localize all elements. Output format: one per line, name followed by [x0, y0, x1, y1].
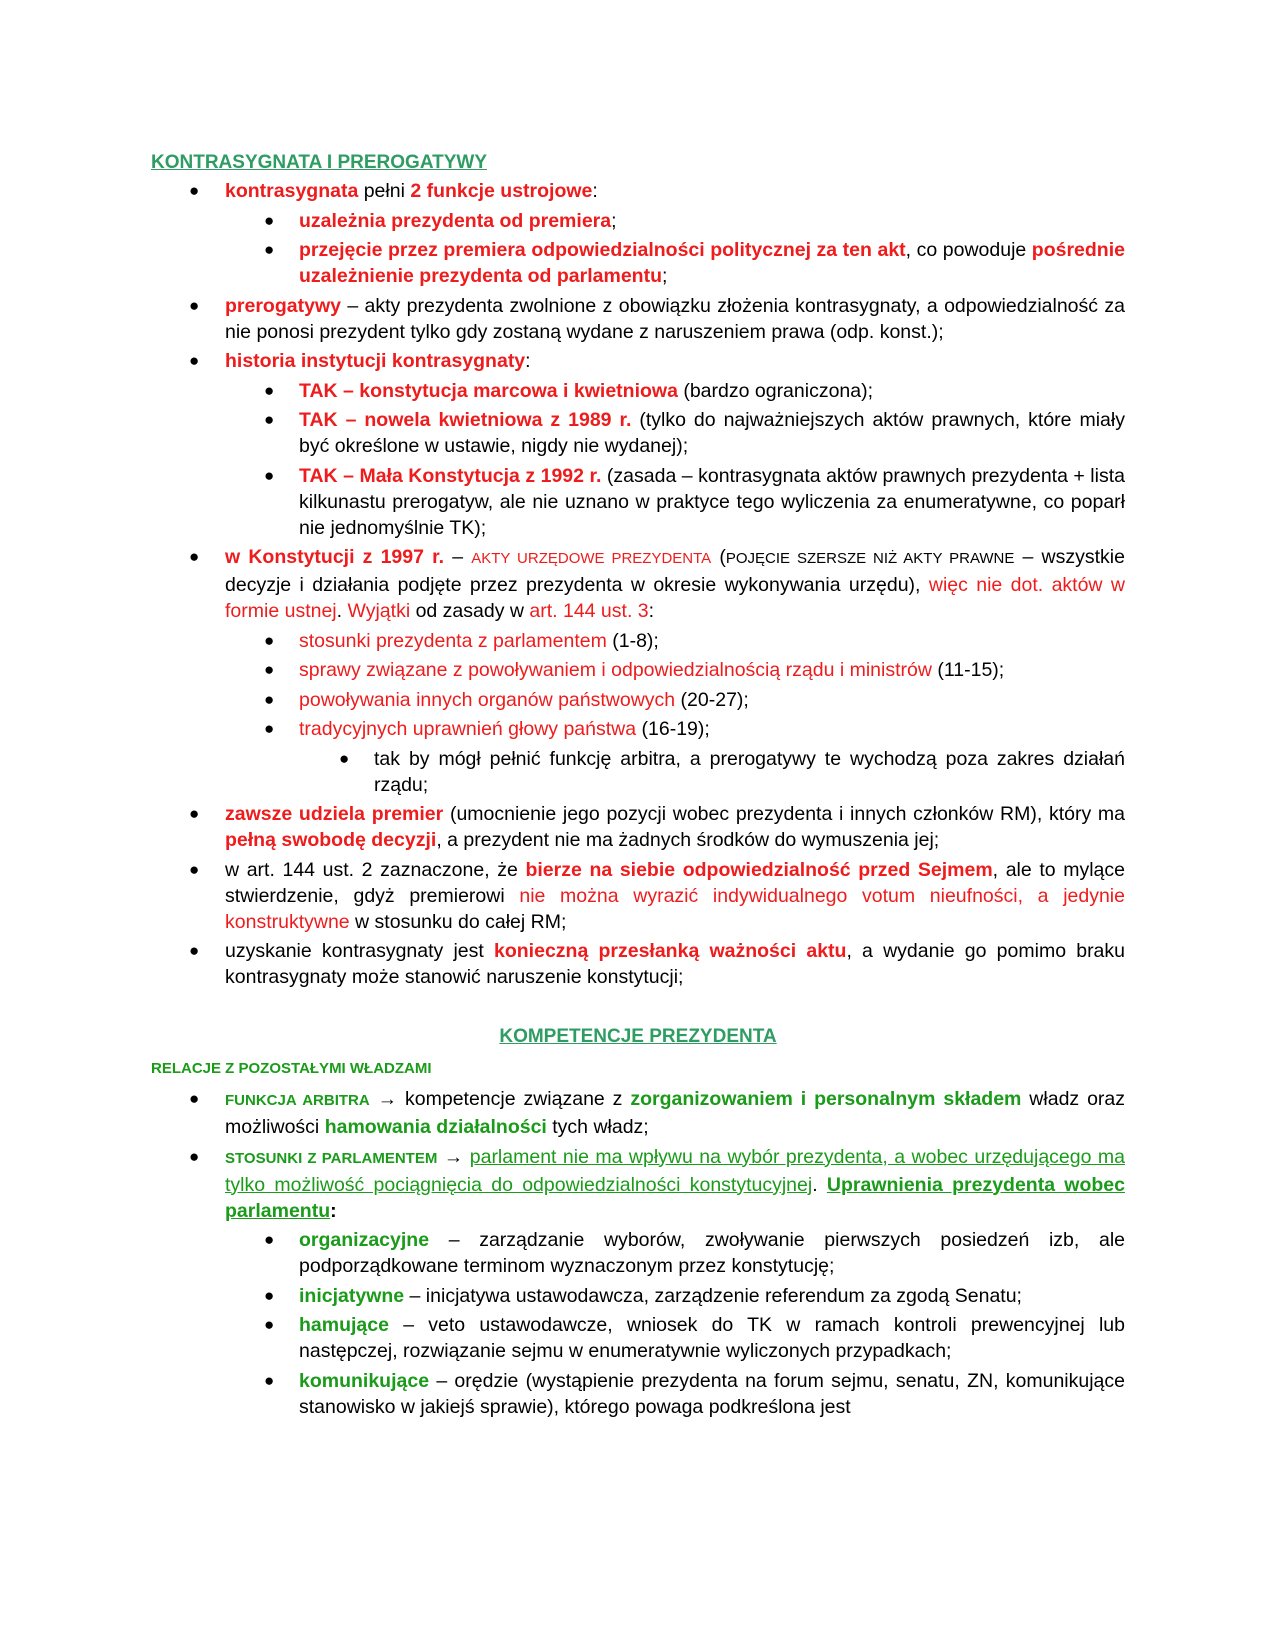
text-span: władz oraz możliwości — [225, 1088, 1125, 1138]
list-item — [151, 178, 1125, 204]
text-span: od zasady w — [410, 600, 530, 622]
text-span: kontrasygnata — [225, 180, 359, 202]
list-kontrasygnata — [151, 178, 1125, 990]
section-heading-kontrasygnata: KONTRASYGNATA I PREROGATYWY — [151, 152, 488, 173]
text-span: pośrednie uzależnienie prezydenta od parlamentu — [299, 239, 1125, 287]
list-kompetencje — [151, 1086, 1125, 1420]
text-span: – akty prezydenta zwolnione z obowiązku złożenia kontrasygnaty, a odpowiedzialność za nie ponosi prezydent tylko gdy zostaną wydane z naruszeniem prawa (odp. konst.); — [225, 294, 1125, 343]
text-span: – orędzie (wystąpienie prezydenta na forum sejmu, senatu, ZN, komunikujące stanowisko w jakiejś sprawie), którego powaga podkreślona jest — [299, 1369, 1125, 1418]
text-span: powoływania innych organów państwowych — [299, 688, 676, 711]
text-span: nie można wyrazić indywidualnego votum nieufności, a jedynie konstruktywne — [225, 884, 1125, 933]
list-item — [151, 687, 1125, 713]
text-span: FUNKCJA ARBITRA — [225, 1092, 370, 1109]
text-span: zorganizowaniem i personalnym składem — [630, 1088, 1022, 1110]
text-span: → kompetencje związane z — [369, 1088, 631, 1110]
text-span: (11-15); — [931, 659, 1005, 681]
text-span: ( — [711, 546, 726, 568]
text-span: , a prezydent nie ma żadnych środków do wymuszenia jej; — [436, 829, 940, 851]
text-span: pełni — [358, 180, 411, 202]
text-span: komunikujące — [299, 1369, 430, 1392]
list-item — [151, 1312, 1125, 1364]
text-span: (20-27); — [675, 688, 749, 711]
text-span: : — [525, 350, 531, 372]
text-span: więc nie dot. aktów w formie ustnej — [225, 574, 1125, 622]
text-span: AKTY URZĘDOWE PREZYDENTA — [471, 550, 712, 567]
text-span: hamujące — [299, 1314, 389, 1336]
text-span: (16-19); — [636, 718, 710, 740]
text-span: (zasada – kontrasygnata aktów prawnych prezydenta + lista kilkunastu prerogatyw, ale nie uznano w praktyce tego wyliczenia za enumeratywne, co poparł nie jednomyślnie TK); — [299, 464, 1125, 539]
list-item — [151, 293, 1125, 345]
text-span: TAK – Mała Konstytucja z 1992 r. — [299, 464, 602, 487]
text-span: POJĘCIE SZERSZE NIŻ AKTY PRAWNE — [725, 550, 1015, 567]
text-span: . — [336, 600, 348, 622]
text-span: pełną swobodę decyzji — [225, 829, 437, 851]
list-item — [151, 746, 1125, 798]
list-item — [151, 716, 1125, 742]
list-item — [151, 1283, 1125, 1309]
list-item — [151, 1227, 1125, 1279]
text-span: – zarządzanie wyborów, zwoływanie pierwszych posiedzeń izb, ale podporządkowane terminom wyznaczonym przez konstytucję; — [299, 1229, 1125, 1277]
text-span: – veto ustawodawcze, wniosek do TK w ramach kontroli prewencyjnej lub następczej, rozwiązanie sejmu w enumeratywnie wyliczonych przypadkach; — [299, 1314, 1125, 1362]
text-span: art. 144 ust. 3 — [529, 600, 649, 622]
text-span: zawsze udziela premier — [225, 803, 444, 825]
list-item — [151, 544, 1125, 624]
text-span: stosunki prezydenta z parlamentem — [299, 629, 607, 652]
subsection-heading: RELACJE Z POZOSTAŁYMI WŁADZAMI — [151, 1060, 432, 1077]
text-span: w stosunku do całej RM; — [349, 910, 567, 933]
text-span: parlament nie ma wpływu na wybór prezydenta, a wobec urzędującego ma tylko możliwość pociągnięcia do odpowiedzialności konstytucyjnej — [225, 1145, 1125, 1196]
text-span: STOSUNKI Z PARLAMENTEM — [225, 1149, 438, 1167]
text-span: , a wydanie go pomimo braku kontrasygnaty może stanowić naruszenie konstytucji; — [225, 940, 1125, 988]
text-span: tradycyjnych uprawnień głowy państwa — [299, 718, 637, 740]
list-item — [151, 938, 1125, 990]
list-item — [151, 1086, 1125, 1140]
text-span: ; — [611, 209, 617, 232]
text-span: bierze na siebie odpowiedzialność przed Sejmem — [525, 858, 993, 881]
text-span: (umocnienie jego pozycji wobec prezydenta i innych członków RM), który ma — [443, 803, 1126, 825]
list-item — [151, 407, 1125, 459]
list-item — [151, 801, 1125, 853]
list-item — [151, 348, 1125, 374]
text-span: inicjatywne — [299, 1284, 405, 1307]
text-span: tych władz; — [546, 1116, 649, 1138]
text-span: w Konstytucji z 1997 r. — [225, 546, 445, 568]
text-span: – — [444, 546, 472, 568]
text-span: uzyskanie kontrasygnaty jest — [225, 940, 495, 962]
text-span: TAK – nowela kwietniowa z 1989 r. — [299, 409, 632, 431]
text-span: : — [592, 180, 598, 202]
list-item — [151, 657, 1125, 683]
text-span: (bardzo ograniczona); — [677, 379, 874, 402]
text-span: (1-8); — [606, 629, 659, 652]
text-span: uzależnia prezydenta od premiera — [299, 209, 612, 232]
text-span: 2 funkcje ustrojowe — [410, 180, 593, 202]
text-span: Uprawnienia prezydenta wobec parlamentu — [225, 1173, 1125, 1222]
text-span: w art. 144 ust. 2 zaznaczone, że — [225, 858, 526, 881]
text-span: , ale to mylące stwierdzenie, gdyż premierowi — [225, 858, 1125, 907]
text-span: . — [812, 1173, 827, 1196]
document-body — [151, 150, 1125, 1423]
text-span: : — [330, 1199, 337, 1222]
text-span: konieczną przesłanką ważności aktu — [494, 940, 847, 962]
list-item — [151, 208, 1125, 234]
text-span: tak by mógł pełnić funkcję arbitra, a prerogatywy te wychodzą poza zakres działań rządu; — [374, 747, 1125, 796]
text-span: ; — [662, 265, 668, 287]
section-heading-kompetencje: KOMPETENCJE PREZYDENTA — [499, 1026, 777, 1047]
text-span: przejęcie przez premiera odpowiedzialności politycznej za ten akt — [299, 239, 906, 261]
list-item — [151, 628, 1125, 654]
text-span: sprawy związane z powoływaniem i odpowiedzialnością rządu i ministrów — [299, 659, 932, 681]
text-span: organizacyjne — [299, 1229, 430, 1251]
text-span: → — [437, 1145, 470, 1168]
text-span: historia instytucji kontrasygnaty — [225, 350, 526, 372]
text-span: prerogatywy — [225, 294, 341, 317]
list-item — [151, 1368, 1125, 1420]
list-item — [151, 463, 1125, 541]
text-span: Wyjątki — [347, 600, 411, 622]
text-span: TAK – konstytucja marcowa i kwietniowa — [299, 379, 678, 402]
text-span: (tylko do najważniejszych aktów prawnych, które miały być określone w ustawie, nigdy nie wydanej); — [299, 409, 1125, 457]
text-span: – wszystkie decyzje i działania podjęte przez prezydenta w okresie wykonywania urzędu), — [225, 546, 1125, 596]
text-span: , co powoduje — [905, 239, 1032, 261]
list-item — [151, 1144, 1125, 1224]
text-span: hamowania działalności — [324, 1116, 547, 1138]
list-item — [151, 857, 1125, 935]
text-span: : — [648, 600, 655, 622]
list-item — [151, 378, 1125, 404]
list-item — [151, 237, 1125, 289]
text-span: – inicjatywa ustawodawcza, zarządzenie referendum za zgodą Senatu; — [404, 1284, 1022, 1307]
